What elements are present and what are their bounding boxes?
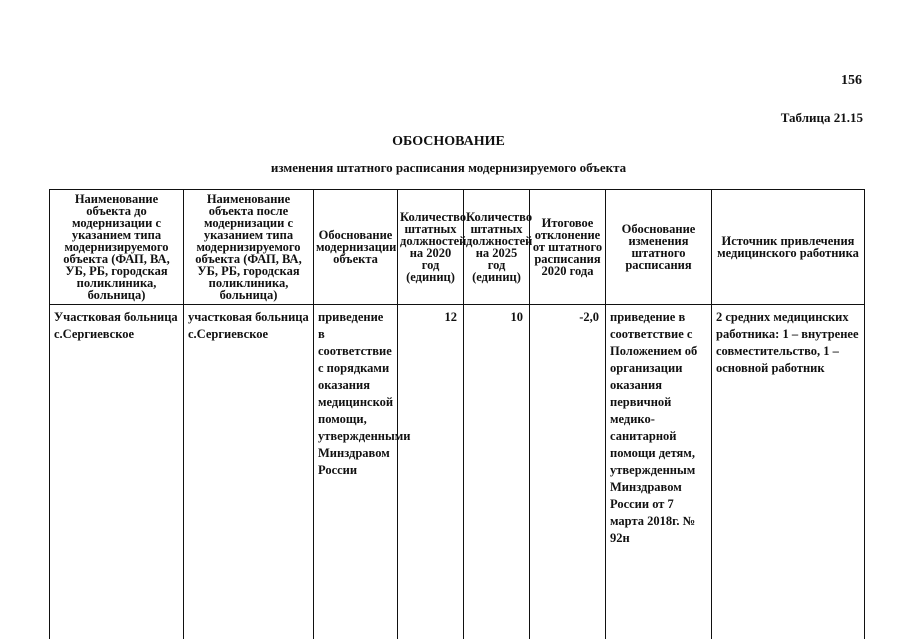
- table-label: Таблица 21.15: [780, 110, 863, 125]
- cell-deviation: -2,0: [530, 305, 606, 640]
- staffing-justification-table: [49, 189, 865, 639]
- cell-justification: приведение в соответствие с порядками оказания медицинской помощи, утвержденными Минздравом России: [314, 305, 398, 640]
- cell-source: 2 средних медицинских работника: 1 – внутренее совместительство, 1 – основной работник: [712, 305, 865, 640]
- page-number: 156: [841, 73, 862, 88]
- cell-change-justification: приведение в соответствие с Положением об организации оказания первичной медико-санитарной помощи детям, утвержденным Минздравом России от 7 марта 2018г. № 92н: [606, 305, 712, 640]
- header-justification: Обоснование модернизации объекта: [314, 190, 398, 305]
- header-source: Источник привлечения медицинского работника: [712, 190, 865, 305]
- header-change-justification: Обоснование изменения штатного расписания: [606, 190, 712, 305]
- header-object-before: Наименование объекта до модернизации с указанием типа модернизируемого объекта (ФАП, ВА, УБ, РБ, городская поликлиника, больница): [50, 190, 184, 305]
- table-header-row: [50, 190, 865, 305]
- document-subtitle: изменения штатного расписания модернизируемого объекта: [270, 160, 627, 175]
- header-object-after: Наименование объекта после модернизации с указанием типа модернизируемого объекта (ФАП, ВА, УБ, РБ, городская поликлиника, больница): [184, 190, 314, 305]
- cell-object-after: участковая больница с.Сергиевское: [184, 305, 314, 640]
- cell-positions-2025: 10: [464, 305, 530, 640]
- header-deviation: Итоговое отклонение от штатного расписания 2020 года: [530, 190, 606, 305]
- document-title: ОБОСНОВАНИЕ: [392, 134, 505, 149]
- table-row: [50, 305, 865, 640]
- header-positions-2020: Количество штатных должностей на 2020 год (единиц): [398, 190, 464, 305]
- header-positions-2025: Количество штатных должностей на 2025 год (единиц): [464, 190, 530, 305]
- cell-object-before: Участковая больница с.Сергиевское: [50, 305, 184, 640]
- cell-positions-2020: 12: [398, 305, 464, 640]
